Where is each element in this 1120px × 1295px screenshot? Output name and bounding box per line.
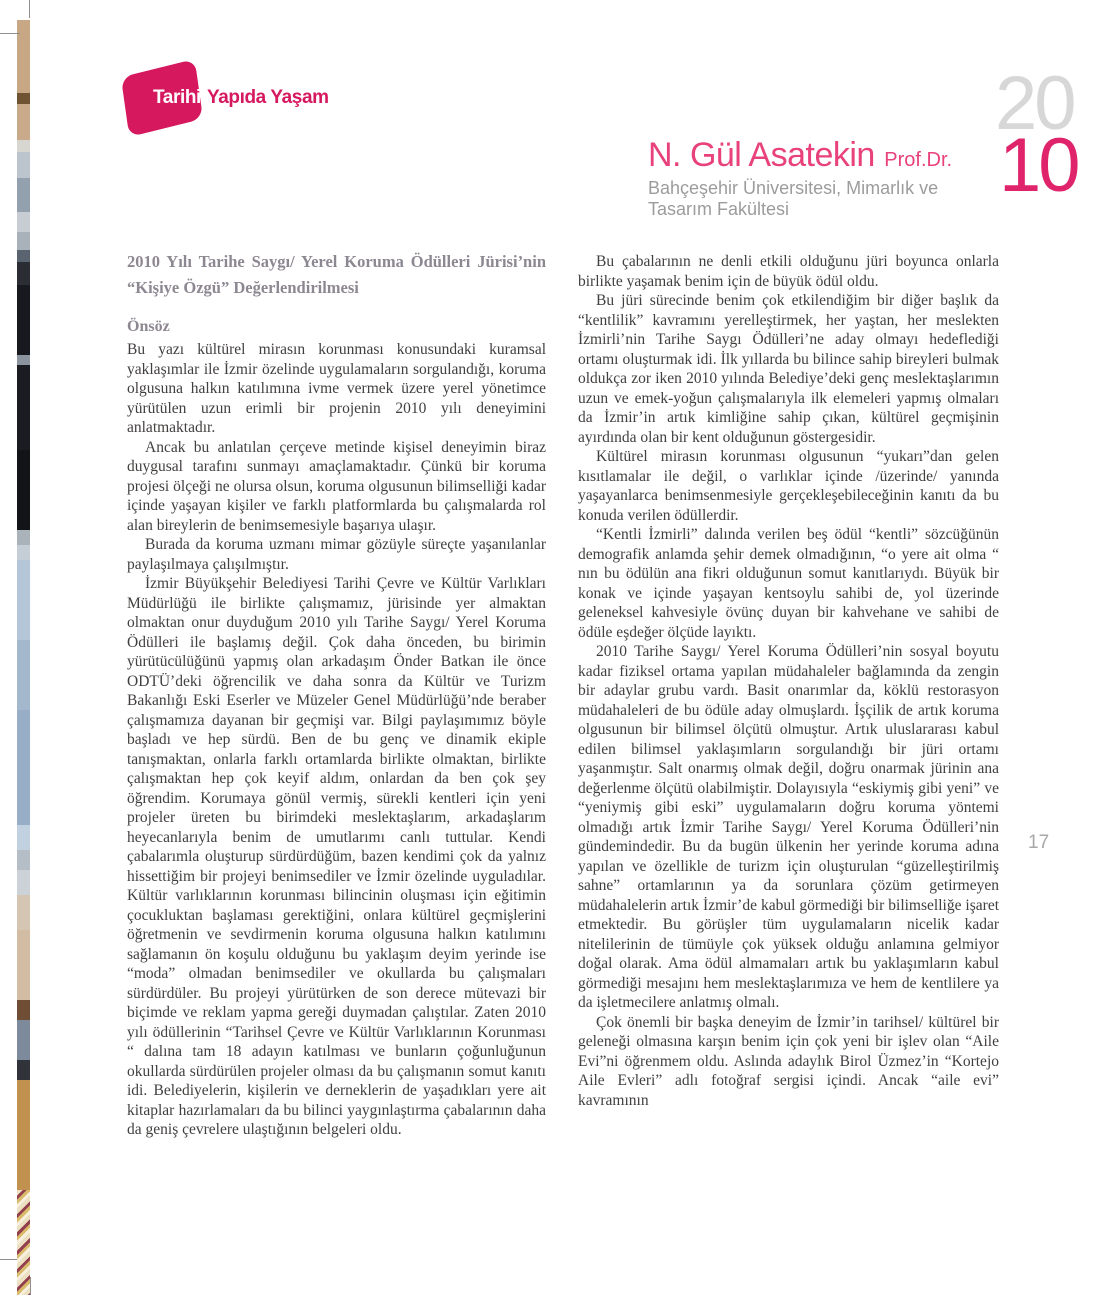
page-number: 17 bbox=[1028, 832, 1050, 853]
article-heading: 2010 Yılı Tarihe Saygı/ Yerel Koruma Ödülleri Jürisi’nin “Kişiye Özgü” Değerlendirilmesi bbox=[127, 252, 546, 297]
author-block bbox=[648, 136, 952, 220]
logo-wordmark-text: Yapıda Yaşam bbox=[207, 87, 329, 108]
crop-mark-bottom-horizontal bbox=[0, 1259, 17, 1260]
body-paragraph: Bu yazı kültürel mirasın korunması konusundaki kuramsal yaklaşımlar ile İzmir özelinde uygulamaların sorgulandığı, koruma olgusuna halkın katılımına ivme vermek üzere yerel yönetimce yürütülen uzun erimli bir projenin 2010 yılı deneyimini anlatmaktadır. bbox=[127, 341, 546, 436]
year-mark bbox=[995, 61, 1078, 208]
author-name: N. Gül Asatekin bbox=[648, 136, 875, 174]
body-paragraph: Burada da koruma uzmanı mimar gözüyle süreçte yaşanılanlar paylaşılmaya çalışılmıştır. bbox=[127, 536, 546, 573]
body-paragraph: İzmir Büyükşehir Belediyesi Tarihi Çevre ve Kültür Varlıkları Müdürlüğü ile birlikte çalışmamız, jürisinde yer almaktan olmaktan onur duyduğum 2010 yılı Tarihe Saygı/ Yerel Koruma Ödülleri ile başlamış değil. Çok daha önceden, bu birimin yürütücülüğünü yapmış olan arkadaşım Önder Batkan ile önce ODTÜ’deki öğrencilik ve daha sonra da Kültür ve Turizm Bakanlığı Eski Eserler ve Müzeler Genel Müdürlüğü’nde beraber çalışmamıza dayanan bir geçmişi var. Bilgi paylaşımımız böyle başladı ve hep sürdü. Ben de bu genç ve dinamik ekiple tanışmaktan, onlarla farklı ortamlarda birlikte olmaktan, birlikte çalışmaktan hep çok keyif aldım, onlardan da ben çok şey öğrendim. Korumaya gönül vermiş, sürekli kentleri için yeni projeler üreten bu birimdeki meslektaşlarım, arkadaşlarım heyecanlarıyla benim de umutlarımı canlı tuttular. Kendi çabalarımla oluşturup sürdürdüğüm, bazen kendimi çok da yalnız hissettiğim bir projeyi benimsediler ve İzmir özelinde uyguladılar. Kültür varlıklarının korunması bilincinin oluşması için eğitimin çocukluktan başlaması gerektiğini, onlara kültürel geçmişlerini öğretmenin ve sevdirmenin koruma olgusuna halkın katılımını sağlamanın ön koşulu olduğunu bu yaklaşım deyim yerinde ise “moda” olmadan benimsediler ve okullarda bu çalışmaları sürdürdüler. Bu projeyi yürütürken de son derece mütevazi bir biçimde ve reklam yapma gereği duymadan çalıştılar. Zaten 2010 yılı ödüllerinin “Tarihsel Çevre ve Kültür Varlıklarının Korunması “ dalına tam 18 adayın katılması ve bunların çoğunluğunun okullarda sürdürülen projeler olması da bu çalışmanın somut kanıtı idi. Belediyelerin, kişilerin ve derneklerin de yaşadıkları yere ait kitaplar hazırlamaları da bu bilinci yaygınlaştırma çabalarının daha da geniş çevrelere ulaştığının belgeleri oldu. bbox=[127, 575, 546, 1138]
author-affiliation-line2: Tasarım Fakültesi bbox=[648, 199, 790, 219]
body-paragraph: Çok önemli bir başka deneyim de İzmir’in tarihsel/ kültürel bir geleneği olmasına karşın benim için çok yeni bir işlev olan “Aile Evi”ni öğrenmem oldu. Aslında adaylık Birol Üzmez’in “Kortejo Aile Evleri” adlı fotoğraf sergisi içindi. Ancak “aile evi” kavramının bbox=[578, 1013, 999, 1109]
left-column bbox=[127, 249, 546, 1140]
left-bleed-photo-strip bbox=[17, 20, 30, 1295]
body-paragraph: “Kentli İzmirli” dalında verilen beş ödül “kentli” sözcüğünün demografik anlamda şehir demek olmadığının, “o yere ait olma “ nın bu ödülün ana fikri olduğunun somut kanıtlarıydı. Büyük bir konak ve içinde yaşayan kentsoylu sahibi de, yol üzerinde geleneksel kahvesiyle övünç duyan bir kahvehane ve sahibi de ödüle eşdeğer ölçüde layıktı. bbox=[578, 526, 999, 641]
author-title: Prof.Dr. bbox=[884, 149, 953, 171]
crop-mark-bottom-vertical bbox=[30, 1277, 31, 1295]
crop-mark-top-vertical bbox=[29, 0, 30, 18]
body-paragraph: Kültürel mirasın korunması olgusunun “yukarı”dan gelen kısıtlamalar ile değil, o varlıklar içinde /üzerinde/ yanında yaşayanlarca benimsenmesiyle gerçekleşebileceğinin kanıtı da bu konuda verilen ödüllerdir. bbox=[578, 448, 999, 524]
crop-mark-top-horizontal bbox=[0, 33, 20, 34]
body-paragraph: Ancak bu anlatılan çerçeve metinde kişisel deneyimin biraz duygusal tarafını sunmayı amaçlamaktadır. Çünkü bir koruma projesi ölçeği ne olursa olsun, koruma olgusunun bilimselliği kadar içinde yaşayan kişiler ve farklı platformlarda bu çalışmalarda rol alan bireylerin de benimsemesiyle başarıya ulaşır. bbox=[127, 438, 546, 534]
body-paragraph: 2010 Tarihe Saygı/ Yerel Koruma Ödülleri’nin sosyal boyutu kadar fiziksel ortama yapılan müdahaleler bağlamında da zengin bir adaylar grubu vardı. Basit onarımlar da, köklü restorasyon müdahaleleri de bu ödüle aday olmuşlardı. İşçilik de artık koruma olgusunun bir bilimsel ölçütü olmuştur. Artık uluslararası kabul edilen bilimsel yaklaşımların sorgulandığı bir jüri ortamı yaşanmıştır. Salt onarmış olmak değil, doğru onarmak jürinin ana değerlenme ölçütü olabilmiştir. Dolayısıyla “eskiymiş gibi yeni” ve “yeniymiş gibi eski” uygulamaların doğru koruma yöntemi olmadığı artık İzmir Tarihe Saygı/ Yerel Koruma Ödülleri’nin gündemindedir. Bu da bugün ülkenin her yerinde koruma adına yapılan ve özellikle de turizm için oluşturulan “güzelleştirilmiş sahne” ortamlarının ya da sorunlara çözüm getirmeyen müdahalelerin artık İzmir’de kabul görmediği bir bilimselliğe işaret etmektedir. Bu görüşler tüm uygulamaların nicelik kadar nitelilerinin de tümüyle çok yüksek olduğu anlamına gelmiyor doğal olarak. Ama ödül almamaları artık bu yaklaşımların kabul görmediği mesajını hem meslektaşlarımıza ve hem de kentlilere ya da işletmecilere anlatmış olmalı. bbox=[578, 643, 999, 1011]
author-name-row bbox=[648, 136, 952, 175]
body-paragraph: Bu çabalarının ne denli etkili olduğunu jüri boyunca onlarla birlikte yaşamak benim için de büyük ödül oldu. bbox=[578, 253, 999, 290]
body-paragraph: Bu jüri sürecinde benim çok etkilendiğim bir diğer başlık da “kentlilik” kavramını yerelleştirmek, her yaştan, her meslekten İzmirli’nin Tarihe Saygı Ödülleri’ne aday olmayı hedeflediği ortamı oluşturmak idi. İlk yıllarda bu bilince sahip bireyleri bulmak oldukça zor iken 2010 yılında Belediye’deki genç meslektaşlarımın uzun ve emek-yoğun çalışmalarıyla ilk elemeleri yapmış olmaları da İzmir’in artık kimliğine sahip çıkan, kültürel geçmişinin ayırdında olan bir kent olduğunun göstergesidir. bbox=[578, 292, 999, 446]
right-column bbox=[578, 252, 999, 1110]
author-affiliation-line1: Bahçeşehir Üniversitesi, Mimarlık ve bbox=[648, 178, 939, 198]
logo-badge-text: Tarihi bbox=[153, 87, 201, 108]
year-top-numerals: 20 bbox=[995, 61, 1074, 146]
year-bottom-numerals: 10 bbox=[999, 123, 1078, 208]
floral-carpet-sliver bbox=[17, 1190, 30, 1295]
photo-sliver bbox=[17, 20, 30, 1190]
section-subheading: Önsöz bbox=[127, 318, 170, 335]
